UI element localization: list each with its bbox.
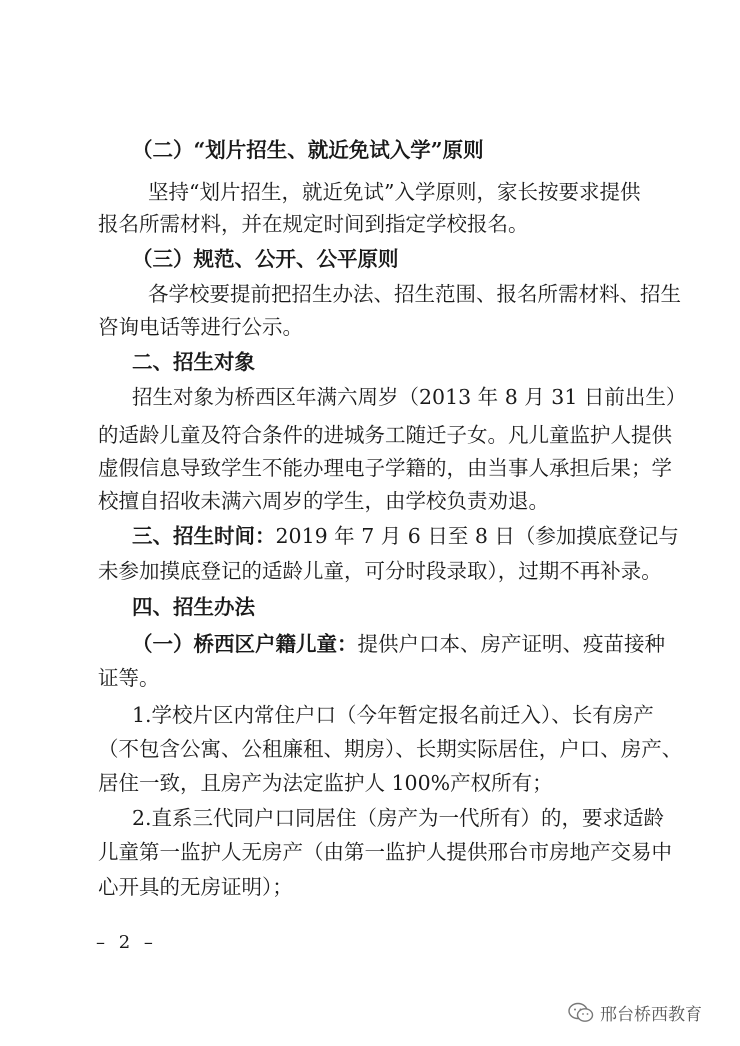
body-line: 二、招生对象 — [132, 350, 255, 374]
body-line: 居住一致，且房产为法定监护人 100%产权所有； — [98, 771, 553, 795]
body-line: 虚假信息导致学生不能办理电子学籍的，由当事人承担后果；学 — [98, 456, 672, 480]
inline-heading: 三、招生时间： — [132, 524, 276, 548]
body-line: 报名所需材料，并在规定时间到指定学校报名。 — [98, 212, 529, 236]
body-line: 证等。 — [98, 666, 160, 690]
body-line: 咨询电话等进行公示。 — [98, 315, 303, 339]
body-line: 未参加摸底登记的适龄儿童，可分时段录取），过期不再补录。 — [98, 559, 662, 583]
body-line: 2.直系三代同户口同居住（房产为一代所有）的，要求适龄 — [132, 806, 665, 830]
body-line: 1.学校片区内常住户口（今年暂定报名前迁入）、长有房产 — [132, 703, 654, 727]
page-number: – 2 – — [96, 932, 157, 953]
wechat-icon — [568, 1002, 594, 1024]
body-line: （不包含公寓、公租廉租、期房）、长期实际居住，户口、房产、 — [98, 737, 683, 761]
body-line: 校擅自招收未满六周岁的学生，由学校负责劝退。 — [98, 489, 549, 513]
body-line: （三）规范、公开、公平原则 — [132, 247, 399, 271]
body-line: 各学校要提前把招生办法、招生范围、报名所需材料、招生 — [148, 282, 681, 306]
watermark — [568, 1000, 702, 1025]
body-line — [132, 629, 702, 659]
inline-heading: （一）桥西区户籍儿童： — [132, 632, 358, 656]
body-line: （二）“划片招生、就近免试入学”原则 — [132, 138, 484, 162]
body-line: 儿童第一监护人无房产（由第一监护人提供邢台市房地产交易中 — [98, 840, 672, 864]
body-line: 坚持“划片招生，就近免试”入学原则，家长按要求提供 — [148, 180, 641, 204]
body-line — [132, 521, 702, 551]
watermark-text: 邢台桥西教育 — [600, 1005, 702, 1025]
body-line: 招生对象为桥西区年满六周岁（2013 年 8 月 31 日前出生） — [132, 385, 687, 409]
inline-text: 2019 年 7 月 6 日至 8 日（参加摸底登记与 — [275, 524, 679, 548]
inline-text: 提供户口本、房产证明、疫苗接种 — [357, 632, 665, 656]
body-line: 的适龄儿童及符合条件的进城务工随迁子女。凡儿童监护人提供 — [98, 423, 672, 447]
body-line: 四、招生办法 — [132, 595, 255, 619]
body-line: 心开具的无房证明）； — [98, 875, 293, 899]
